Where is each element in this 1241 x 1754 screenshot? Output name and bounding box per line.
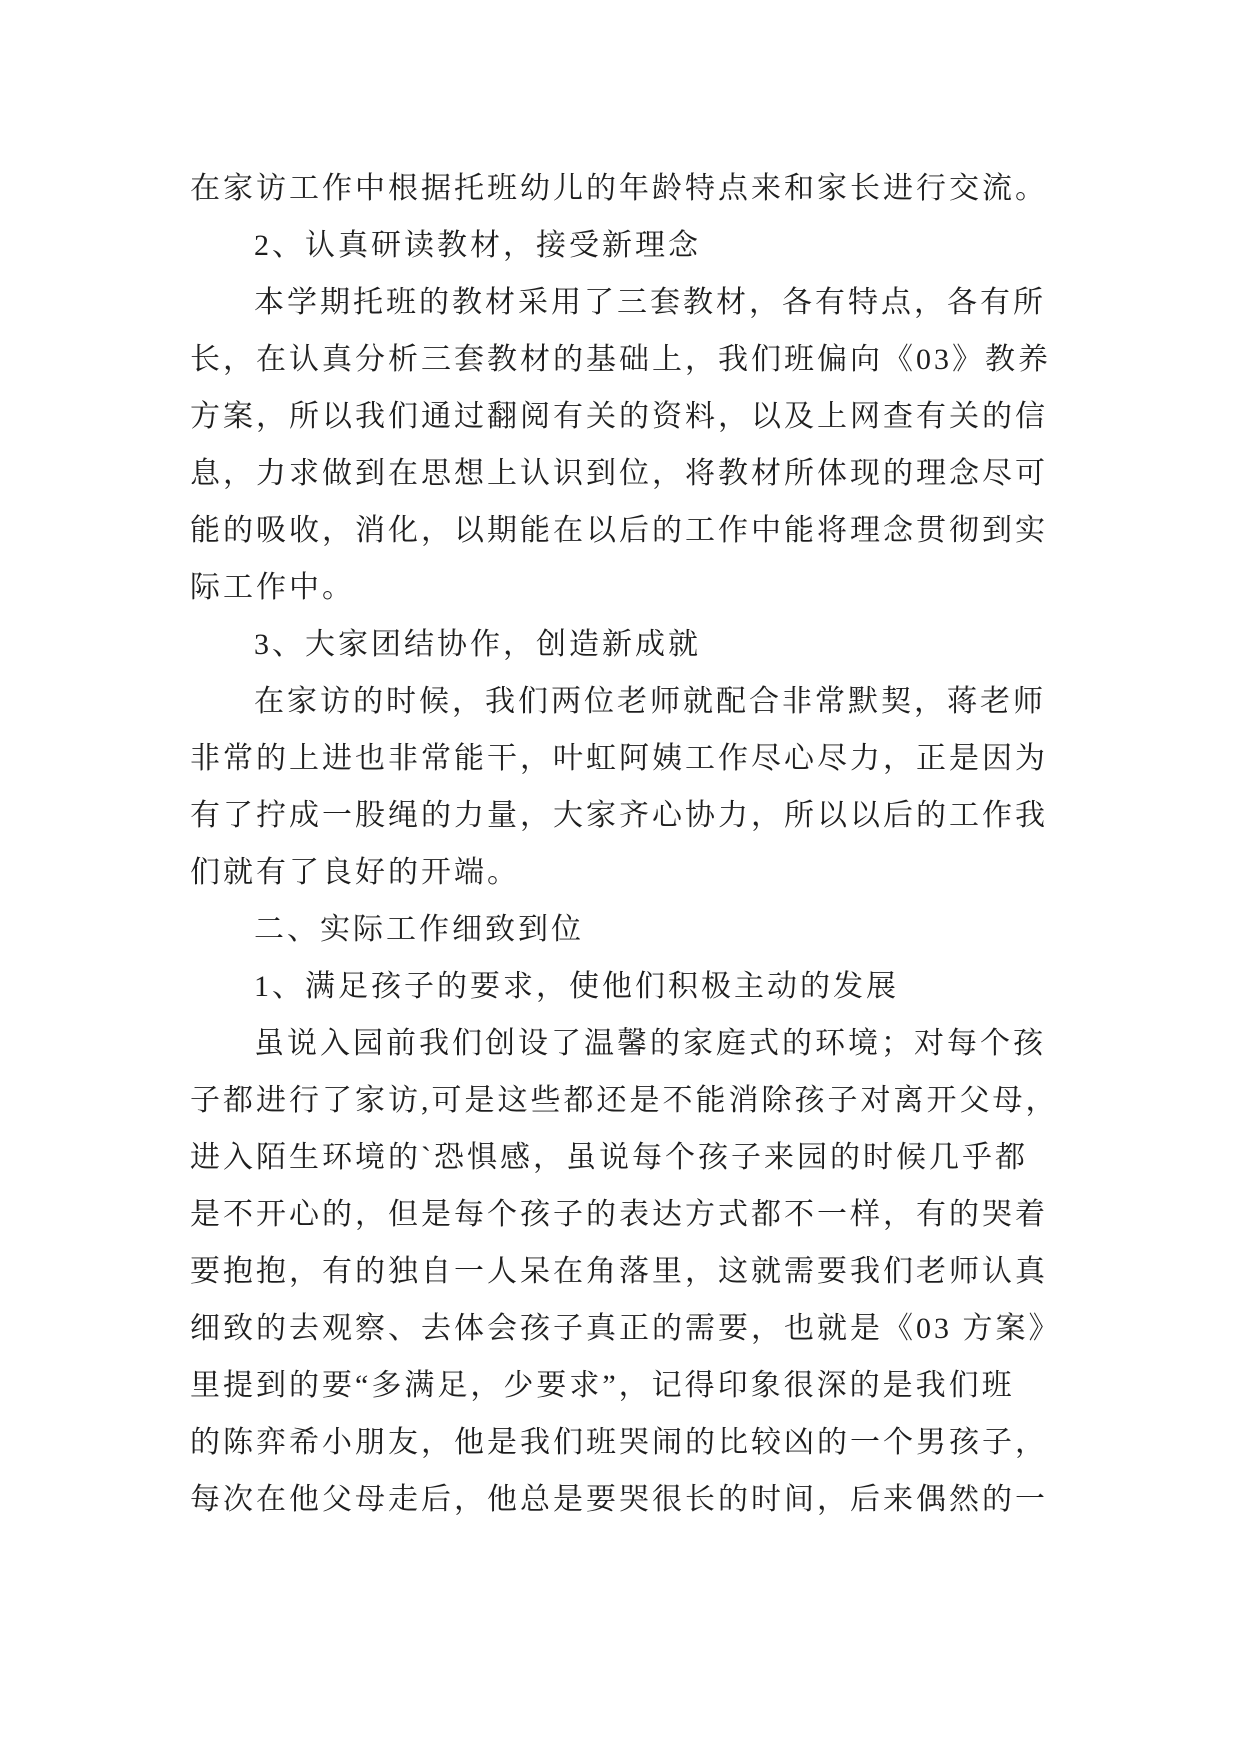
text-line: 长，在认真分析三套教材的基础上，我们班偏向《03》教养 — [190, 343, 1051, 376]
text-line: 里提到的要“多满足，少要求”，记得印象很深的是我们班 — [190, 1369, 1015, 1402]
text-line: 进入陌生环境的`恐惧感，虽说每个孩子来园的时候几乎都 — [190, 1141, 1028, 1174]
text-line: 虽说入园前我们创设了温馨的家庭式的环境；对每个孩 — [254, 1027, 1046, 1060]
text-line: 非常的上进也非常能干，叶虹阿姨工作尽心尽力，正是因为 — [190, 742, 1048, 775]
section-heading: 1、满足孩子的要求，使他们积极主动的发展 — [254, 970, 899, 1003]
text-line: 方案，所以我们通过翻阅有关的资料，以及上网查有关的信 — [190, 400, 1048, 433]
text-line: 能的吸收，消化，以期能在以后的工作中能将理念贯彻到实 — [190, 514, 1048, 547]
section-heading: 二、实际工作细致到位 — [254, 913, 584, 946]
text-line: 在家访工作中根据托班幼儿的年龄特点来和家长进行交流。 — [190, 172, 1048, 205]
text-line: 本学期托班的教材采用了三套教材，各有特点，各有所 — [254, 286, 1046, 319]
text-line: 息，力求做到在思想上认识到位，将教材所体现的理念尽可 — [190, 457, 1048, 490]
text-line: 子都进行了家访,可是这些都还是不能消除孩子对离开父母， — [190, 1084, 1059, 1117]
text-line: 是不开心的，但是每个孩子的表达方式都不一样，有的哭着 — [190, 1198, 1048, 1231]
text-line: 的陈弈希小朋友，他是我们班哭闹的比较凶的一个男孩子， — [190, 1426, 1048, 1459]
text-line: 有了拧成一股绳的力量，大家齐心协力，所以以后的工作我 — [190, 799, 1048, 832]
text-line: 们就有了良好的开端。 — [190, 856, 520, 889]
text-line: 在家访的时候，我们两位老师就配合非常默契，蒋老师 — [254, 685, 1046, 718]
text-line: 细致的去观察、去体会孩子真正的需要，也就是《03 方案》 — [190, 1312, 1062, 1345]
body-text — [190, 160, 1070, 1528]
text-line: 每次在他父母走后，他总是要哭很长的时间，后来偶然的一 — [190, 1483, 1048, 1516]
section-heading: 3、大家团结协作，创造新成就 — [254, 628, 701, 661]
section-heading: 2、认真研读教材，接受新理念 — [254, 229, 701, 262]
text-line: 际工作中。 — [190, 571, 355, 604]
text-line: 要抱抱，有的独自一人呆在角落里，这就需要我们老师认真 — [190, 1255, 1048, 1288]
